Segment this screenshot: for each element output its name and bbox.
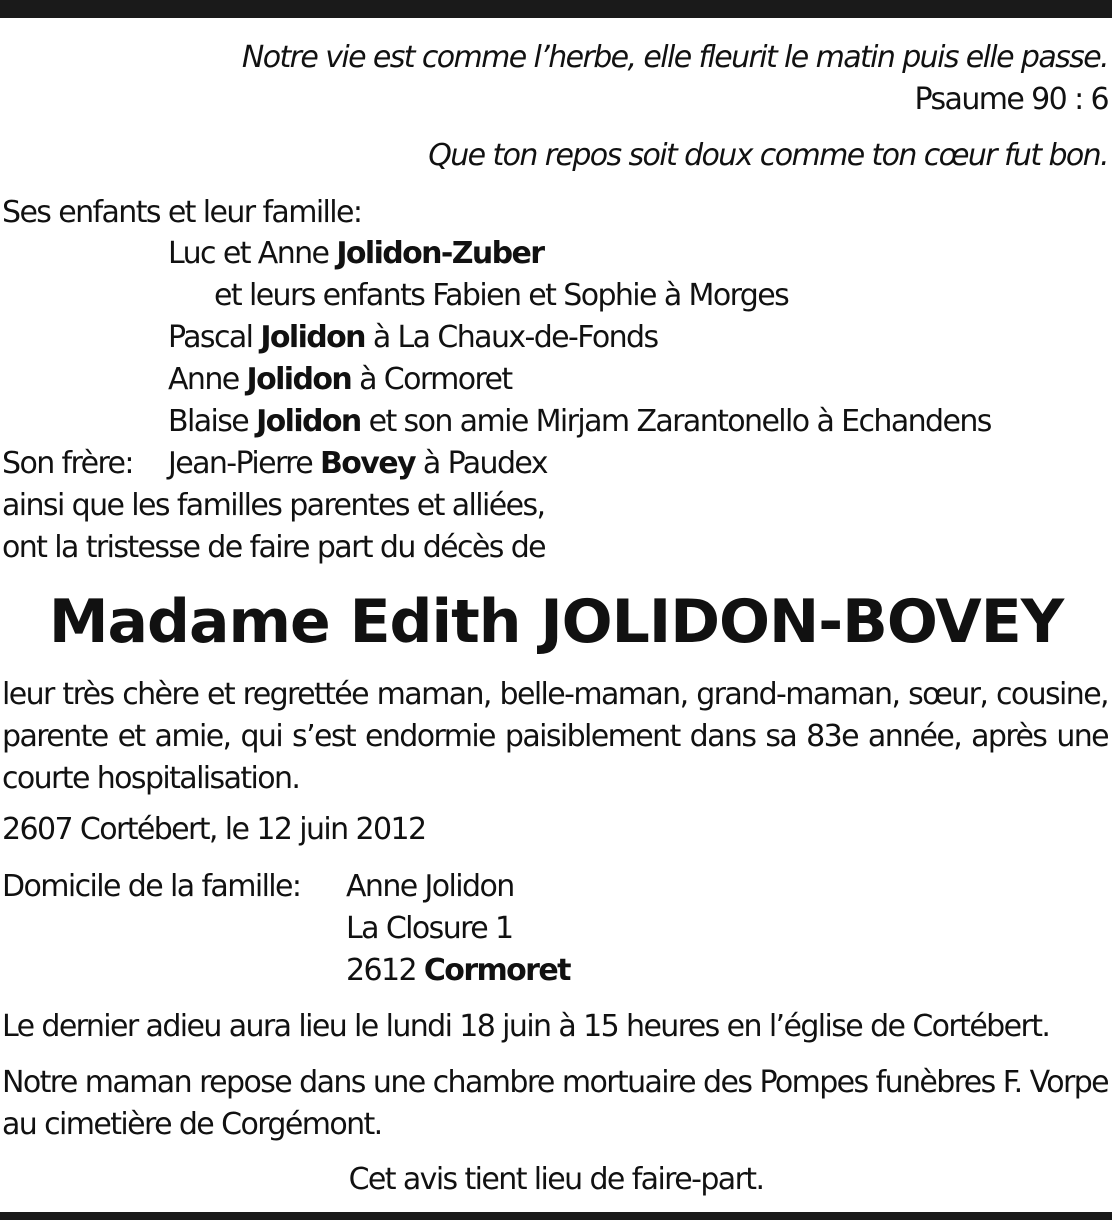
family-line: Pascal Jolidon à La Chaux-de-Fonds: [168, 320, 658, 355]
body-paragraph: leur très chère et regrettée maman, belle-maman, grand-maman, sœur, cousine, parente et amie, qui s’est endormie paisiblement dans sa 83e année, après une courte hospitalisation.: [2, 677, 1108, 796]
rest-paragraph: Notre maman repose dans une chambre mortuaire des Pompes funèbres F. Vorpe au cimetière de Corgémont.: [2, 1065, 1108, 1142]
epigraph-quote-1: Notre vie est comme l’herbe, elle fleurit le matin puis elle passe.: [241, 40, 1108, 75]
domicile-label: Domicile de la famille:: [2, 869, 301, 904]
domicile-line-3: 2612 Cormoret: [346, 953, 570, 988]
family-line: Luc et Anne Jolidon-Zuber: [168, 236, 544, 271]
bottom-rule: [0, 1212, 1112, 1220]
domicile-line-1: Anne Jolidon: [346, 869, 514, 904]
place-date: 2607 Cortébert, le 12 juin 2012: [2, 812, 426, 847]
children-label: Ses enfants et leur famille:: [2, 195, 362, 230]
announcement-line: ont la tristesse de faire part du décès de: [2, 530, 546, 565]
domicile-line-2: La Closure 1: [346, 911, 513, 946]
family-line: Blaise Jolidon et son amie Mirjam Zarantonello à Echandens: [168, 404, 991, 439]
closing-line: Cet avis tient lieu de faire-part.: [348, 1162, 764, 1197]
brother-label: Son frère:: [2, 446, 133, 481]
epigraph-quote-2: Que ton repos soit doux comme ton cœur fut bon.: [428, 138, 1108, 173]
brother-line: Jean-Pierre Bovey à Paudex: [168, 446, 547, 481]
family-line: et leurs enfants Fabien et Sophie à Morges: [214, 278, 789, 313]
allies-line: ainsi que les familles parentes et alliées,: [2, 488, 545, 523]
top-rule: [0, 0, 1112, 18]
epigraph-reference: Psaume 90 : 6: [914, 82, 1108, 117]
ceremony-line: Le dernier adieu aura lieu le lundi 18 juin à 15 heures en l’église de Cortébert.: [2, 1009, 1050, 1044]
deceased-name: Madame Edith JOLIDON-BOVEY: [48, 587, 1064, 657]
family-line: Anne Jolidon à Cormoret: [168, 362, 512, 397]
